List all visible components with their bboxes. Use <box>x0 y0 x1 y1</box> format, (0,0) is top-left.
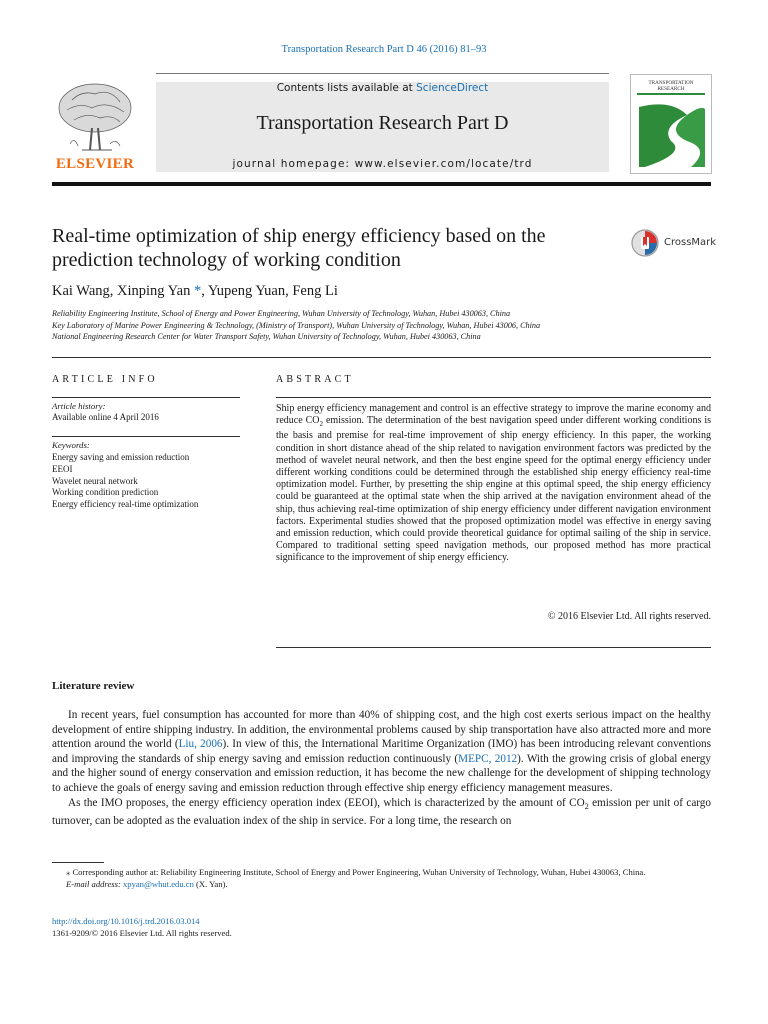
article-info-rule <box>52 397 240 398</box>
cover-title-line2: RESEARCH <box>657 86 685 92</box>
p2-text-b: emission per unit of cargo turnover, can be adopted as the evaluation index of the ship in service. For a long time, the research on <box>52 796 711 828</box>
affiliations <box>52 308 712 343</box>
citation-link-liu-2006[interactable]: Liu, 2006 <box>178 738 223 751</box>
p2-text-a: As the IMO proposes, the energy efficiency operation index (EEOI), which is characterized by the amount of CO <box>68 796 585 809</box>
header-thick-rule <box>52 182 711 186</box>
crossmark-label: CrossMark <box>664 237 717 248</box>
contents-line <box>156 82 609 94</box>
article-info-heading: ARTICLE INFO <box>52 374 158 385</box>
keyword-item: EEOI <box>52 463 73 474</box>
paper-title: Real-time optimization of ship energy efficiency based on the prediction technology of working condition <box>52 225 546 271</box>
footnote-mark: ⁎ <box>66 867 71 877</box>
contents-prefix: Contents lists available at <box>276 82 417 94</box>
body-text <box>52 708 711 829</box>
journal-cover-thumbnail[interactable] <box>630 74 712 174</box>
keyword-item: Energy saving and emission reduction <box>52 452 190 462</box>
abstract-subscript: 2 <box>319 420 324 429</box>
p1-text-b: ). In view of this, the International Maritime Organization (IMO) has been introducing relevant conventions and improving the standards of ship energy saving and emission reduction continuously ( <box>52 738 711 765</box>
elsevier-wordmark: ELSEVIER <box>55 156 135 172</box>
abstract-text <box>276 403 711 565</box>
affiliation-1: Reliability Engineering Institute, School of Energy and Power Engineering, Wuhan University of Technology, Wuhan, Hubei 430063, China <box>52 309 511 318</box>
journal-reference[interactable]: Transportation Research Part D 46 (2016) 81–93 <box>281 44 487 55</box>
crossmark-badge[interactable] <box>630 228 717 258</box>
cover-title-line1: TRANSPORTATION <box>648 80 694 86</box>
citation-link-mepc-2012[interactable]: MEPC, 2012 <box>458 752 518 765</box>
affiliation-2: Key Laboratory of Marine Power Engineering & Technology, (Ministry of Transport), Wuhan University of Technology, Wuhan, Hubei 43006, China <box>52 320 541 330</box>
abstract-part1: Ship energy efficiency management and control is an effective strategy to improve the marine economy and reduce CO <box>276 403 711 427</box>
keyword-item: Wavelet neural network <box>52 475 138 486</box>
authors-before: Kai Wang, Xinping Yan <box>52 283 191 299</box>
issn-copyright: 1361-9209/© 2016 Elsevier Ltd. All rights reserved. <box>52 928 232 938</box>
footnote-rule <box>52 862 104 863</box>
journal-title: Transportation Research Part D <box>256 112 509 134</box>
footnote-corresponding <box>52 866 711 878</box>
keywords-label: Keywords: <box>52 440 90 450</box>
email-label: E-mail address: <box>66 879 123 890</box>
keywords-list <box>52 452 198 511</box>
footnote-text: Corresponding author at: Reliability Engineering Institute, School of Energy and Power Engineering, Wuhan University of Technology, Wuhan, Hubei 430063, China. <box>70 867 646 877</box>
footnote-email-line <box>52 878 711 890</box>
corresponding-author-mark[interactable]: * <box>190 283 202 299</box>
cover-image <box>631 75 711 173</box>
keywords-rule <box>52 436 240 437</box>
abstract-rule <box>276 397 711 398</box>
email-suffix: (X. Yan). <box>193 879 228 890</box>
article-history-label: Article history: <box>52 401 106 411</box>
keyword-item: Energy efficiency real-time optimization <box>52 499 199 510</box>
header-top-rule <box>156 73 609 74</box>
section-heading: Literature review <box>52 680 135 692</box>
p2-subscript: 2 <box>584 801 589 811</box>
abstract-part2: emission. The determination of the best navigation speed under different working conditions is the basis and premise for real-time improvement of ship energy efficiency. In this paper, the working condition in short distance ahead of the ship related to navigation environment factors was predicted by the method of wavelet neural network, and then the best engine speed for the optimal energy efficiency under different working conditions could be determined through the established ship energy efficiency real-time optimization model. Further, by presetting the ship engine at this optimal speed, the ship energy efficiency could be guaranteed at the optimal state when the ship arrived at the navigation environment ahead of the ship, thus achieving real-time optimization of ship energy efficiency under different navigation environment factors. Experimental studies showed that the proposed optimization model was effective in energy saving and emission reduction, which could provide theoretical guidance for optimal sailing of the ship in service. Compared to traditional setting speed navigation methods, our proposed method has more practical significance to the improvement of ship energy efficiency. <box>276 415 711 564</box>
abstract-copyright: © 2016 Elsevier Ltd. All rights reserved. <box>547 611 711 622</box>
sciencedirect-link[interactable]: ScienceDirect <box>416 82 489 94</box>
abstract-heading: ABSTRACT <box>276 374 354 385</box>
body-paragraph-1 <box>52 708 711 796</box>
article-history-text: Available online 4 April 2016 <box>52 412 159 422</box>
crossmark-icon <box>630 228 660 258</box>
author-list <box>52 283 338 300</box>
doi-link[interactable]: http://dx.doi.org/10.1016/j.trd.2016.03.014 <box>52 916 200 926</box>
abstract-bottom-rule <box>276 647 711 648</box>
email-link[interactable]: xpyan@whut.edu.cn <box>122 879 194 890</box>
authors-after: , Yupeng Yuan, Feng Li <box>201 283 338 299</box>
section-rule <box>52 357 711 358</box>
journal-homepage[interactable]: journal homepage: www.elsevier.com/locate/trd <box>232 158 533 170</box>
p1-text-c: ). With the growing crisis of global energy and the higher sound of energy conservation and emission reduction, it has become the new challenge for the development of shipping technology to achieve the goals of energy saving and emission reduction through effective ship energy efficiency management measures. <box>52 752 711 794</box>
footnote <box>52 866 711 890</box>
keyword-item: Working condition prediction <box>52 487 159 498</box>
p1-text-a: In recent years, fuel consumption has accounted for more than 40% of shipping cost, and the high cost exerts serious impact on the healthy development of entire shipping industry. In addition, the environmental problems caused by ship transportation have also attracted more and more attention around the world ( <box>52 709 711 751</box>
affiliation-3: National Engineering Research Center for Water Transport Safety, Wuhan University of Technology, Wuhan, Hubei 430063, China <box>52 332 481 341</box>
body-paragraph-2 <box>52 796 711 829</box>
